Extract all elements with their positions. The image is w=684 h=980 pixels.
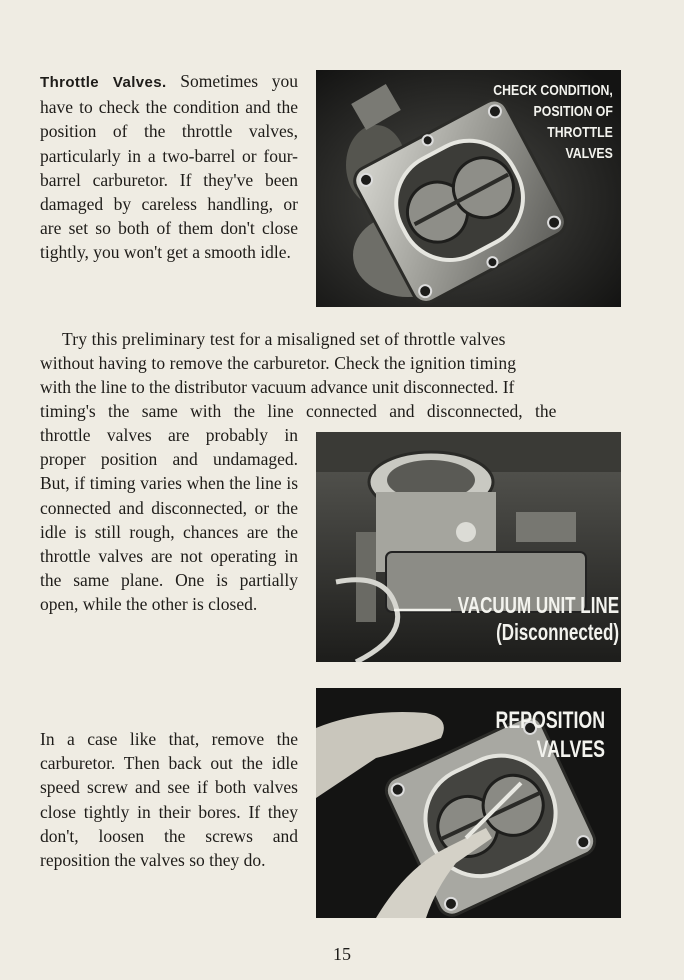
photo-throttle-valves: [316, 70, 621, 307]
page-number: 15: [333, 944, 351, 964]
photo-caption: VACUUM UNIT LINE (Disconnected): [457, 592, 619, 645]
text-line: Try this preliminary test for a misaligned set of throttle valves: [62, 329, 506, 349]
paragraph-text: throttle valves are probably in proper position and undamaged. But, if timing varies when the line is connected and disconnected, or the idle is still rough, chances are the throttle valves are not operating in the same plane. One is partially open, while the other is closed.: [40, 425, 298, 615]
section-heading: Throttle Valves.: [40, 74, 167, 91]
photo-caption: CHECK CONDITION, POSITION OF THROTTLE VALVES: [493, 82, 613, 162]
text-line: without having to remove the carburetor. Check the ignition timing: [40, 353, 517, 373]
paragraph-text: Sometimes you have to check the condition and the position of the throttle valves, particularly in a two-barrel or four-barrel carburetor. If they've been damaged by careless handling, or are set so both of them don't close tightly, you won't get a smooth idle.: [40, 71, 298, 263]
photo-vacuum-unit-line: [316, 432, 621, 662]
text-line: with the line to the distributor vacuum advance unit disconnected. If: [40, 377, 515, 397]
photo-reposition-valves: [316, 688, 621, 918]
text-line: timing's the same with the line connected and disconnected, the: [40, 401, 557, 421]
photo-caption: REPOSITION VALVES: [495, 707, 605, 763]
paragraph-reposition: In a case like that, remove the carburetor. Then back out the idle speed screw and see if both valves close tightly in their bores. If they don't, loosen the screws and reposition the valves so they do.: [40, 729, 298, 871]
paragraph-throttle-valves: [40, 69, 298, 265]
